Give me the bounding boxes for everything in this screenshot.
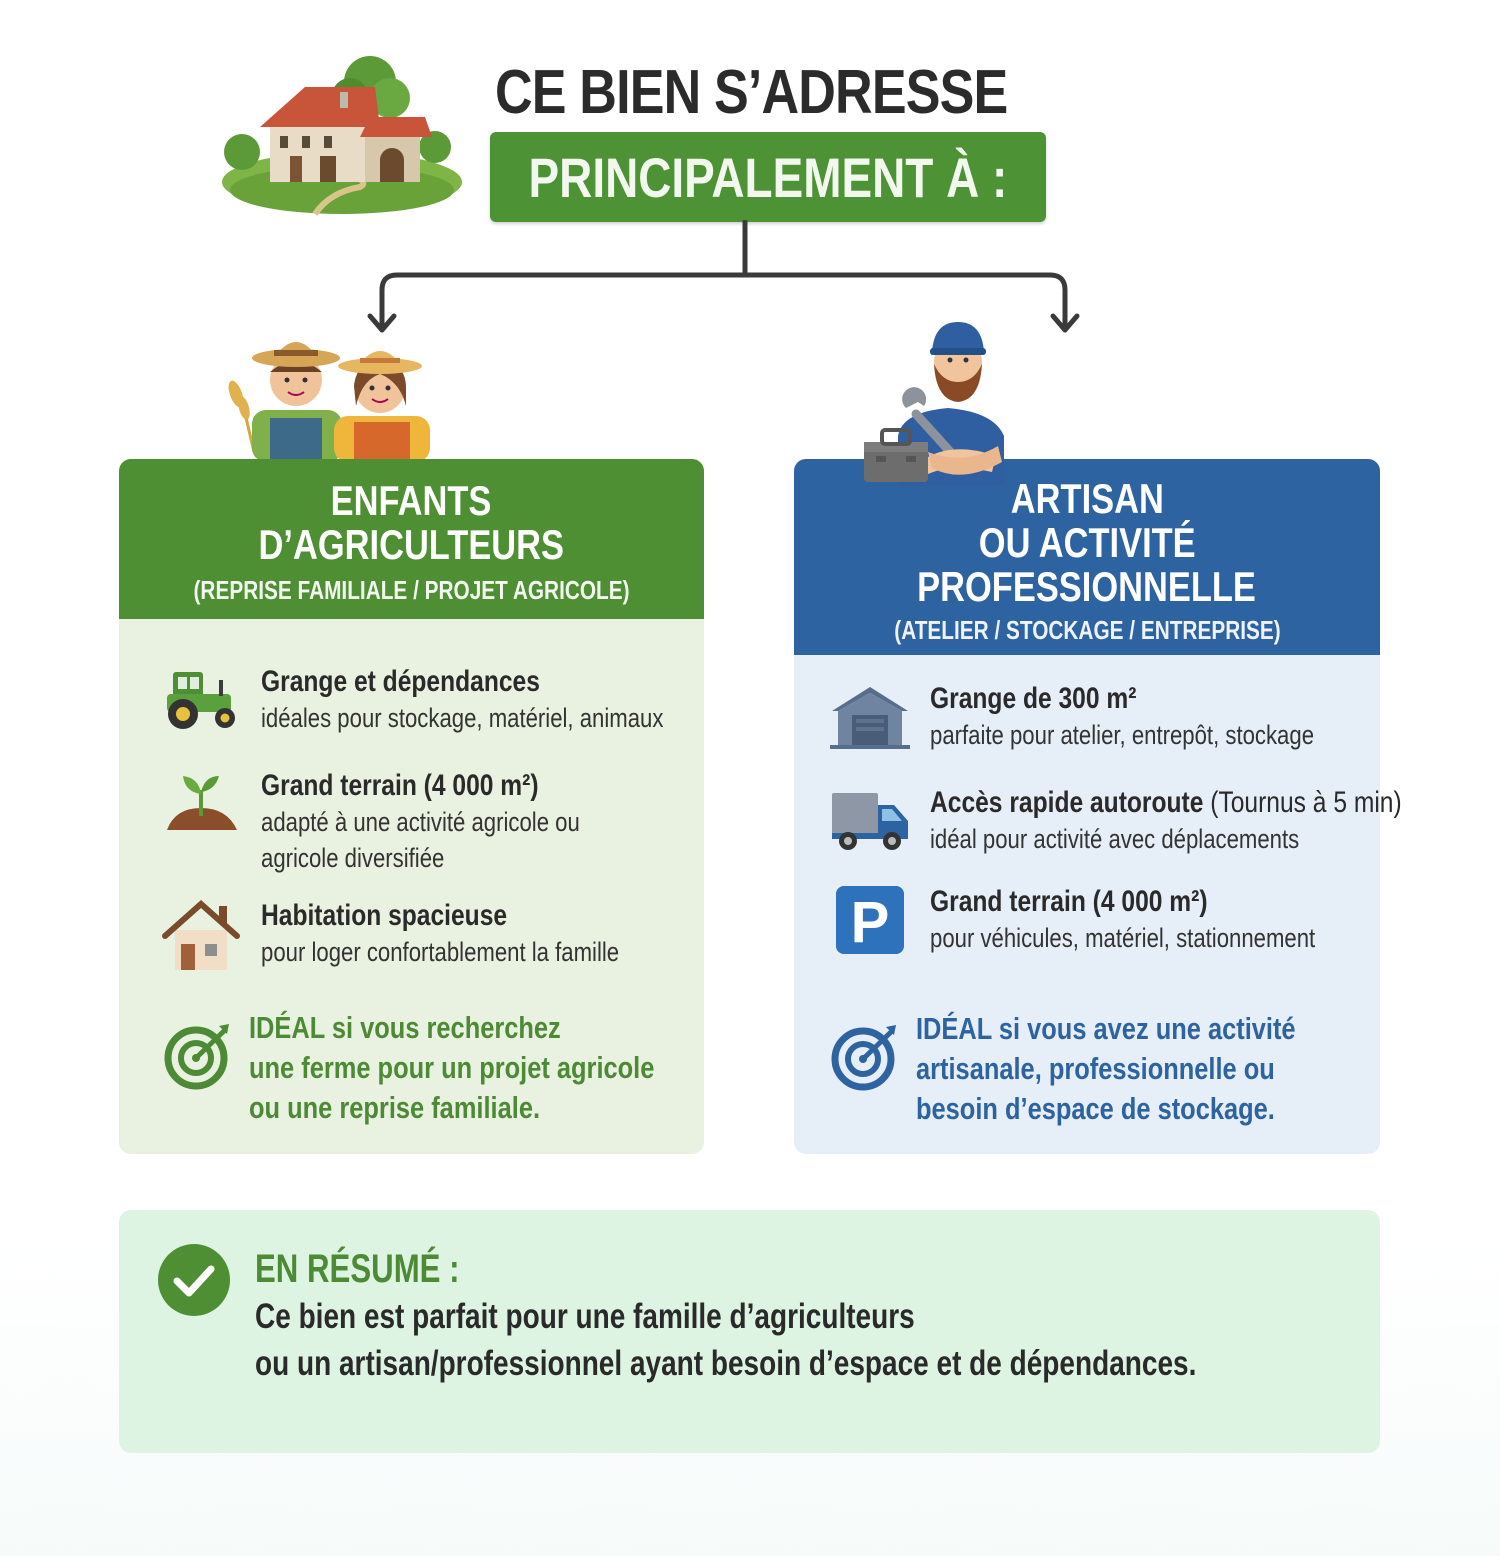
card-artisan (794, 459, 1402, 1154)
ideal-rest: si vous recherchez (324, 1010, 561, 1045)
ideal-text-line: besoin d’espace de stockage. (916, 1091, 1275, 1126)
feature-desc: agricole diversifiée (261, 843, 445, 873)
feature-item (830, 884, 1400, 956)
feature-title (930, 785, 1402, 821)
summary-title: EN RÉSUMÉ : (255, 1247, 460, 1291)
ideal-callout (830, 1009, 1379, 1129)
feature-desc: parfaite pour atelier, entrepôt, stockage (930, 720, 1315, 750)
farmer-couple-illustration (222, 322, 437, 462)
ideal-text-line: une ferme pour un projet agricole (249, 1050, 655, 1085)
feature-item (161, 664, 752, 736)
card-farmers (119, 459, 704, 1154)
feature-desc: idéales pour stockage, matériel, animaux (261, 703, 664, 733)
feature-desc: pour véhicules, matériel, stationnement (930, 923, 1316, 953)
card-title-line: OU ACTIVITÉ (978, 519, 1196, 566)
card-title-line: PROFESSIONNELLE (917, 563, 1257, 610)
title-banner (490, 132, 1046, 222)
ideal-rest: si vous avez une activité (991, 1011, 1296, 1046)
feature-title-extra: (Tournus à 5 min) (1203, 786, 1402, 819)
page-title-line-2: PRINCIPALEMENT À : (528, 145, 1008, 209)
feature-title: Habitation spacieuse (261, 899, 508, 932)
feature-desc: idéal pour activité avec déplacements (930, 824, 1300, 854)
summary-line: ou un artisan/professionnel ayant besoin d’espace et de dépendances. (255, 1344, 1197, 1383)
summary-box (119, 1210, 1380, 1453)
ideal-callout (163, 1008, 743, 1128)
page-title-line-1: CE BIEN S’ADRESSE (495, 58, 1008, 127)
card-artisan-header (794, 459, 1380, 655)
feature-item (830, 681, 1398, 753)
feature-item (161, 898, 698, 970)
seedling-icon (161, 768, 241, 840)
feature-desc: adapté à une activité agricole ou (261, 807, 580, 837)
farmhouse-illustration (220, 52, 465, 217)
parking-icon (830, 884, 910, 956)
feature-desc: pour loger confortablement la famille (261, 937, 620, 967)
feature-title: Grange et dépendances (261, 665, 540, 698)
house-icon (161, 898, 241, 970)
svg-text:P: P (850, 890, 890, 955)
card-subtitle: (REPRISE FAMILIALE / PROJET AGRICOLE) (193, 575, 630, 605)
check-circle-icon (157, 1243, 231, 1317)
feature-item (161, 768, 650, 876)
truck-icon (830, 785, 910, 857)
tractor-icon (161, 664, 241, 736)
feature-title-strong: Accès rapide autoroute (930, 786, 1204, 819)
card-subtitle: (ATELIER / STOCKAGE / ENTREPRISE) (893, 615, 1281, 645)
ideal-text-line (249, 1008, 654, 1048)
ideal-text-line: ou une reprise familiale. (249, 1090, 541, 1125)
feature-title: Grange de 300 m² (930, 682, 1137, 715)
mechanic-with-toolbox-illustration (858, 316, 1038, 488)
ideal-text-line (916, 1009, 1296, 1049)
target-icon (163, 1020, 235, 1092)
target-icon (830, 1021, 902, 1093)
warehouse-icon (830, 681, 910, 753)
ideal-strong: IDÉAL (916, 1011, 992, 1046)
card-title-line: ENFANTS (331, 477, 492, 524)
card-title-line: D’AGRICULTEURS (258, 521, 565, 568)
summary-line: Ce bien est parfait pour une famille d’agriculteurs (255, 1297, 915, 1336)
feature-title: Grand terrain (4 000 m²) (930, 885, 1208, 918)
card-farmers-header (119, 459, 704, 619)
feature-title: Grand terrain (4 000 m²) (261, 769, 539, 802)
card-title-line: ARTISAN (1010, 475, 1164, 522)
ideal-strong: IDÉAL (249, 1010, 325, 1045)
feature-item (830, 785, 1500, 857)
ideal-text-line: artisanale, professionnelle ou (916, 1051, 1275, 1086)
